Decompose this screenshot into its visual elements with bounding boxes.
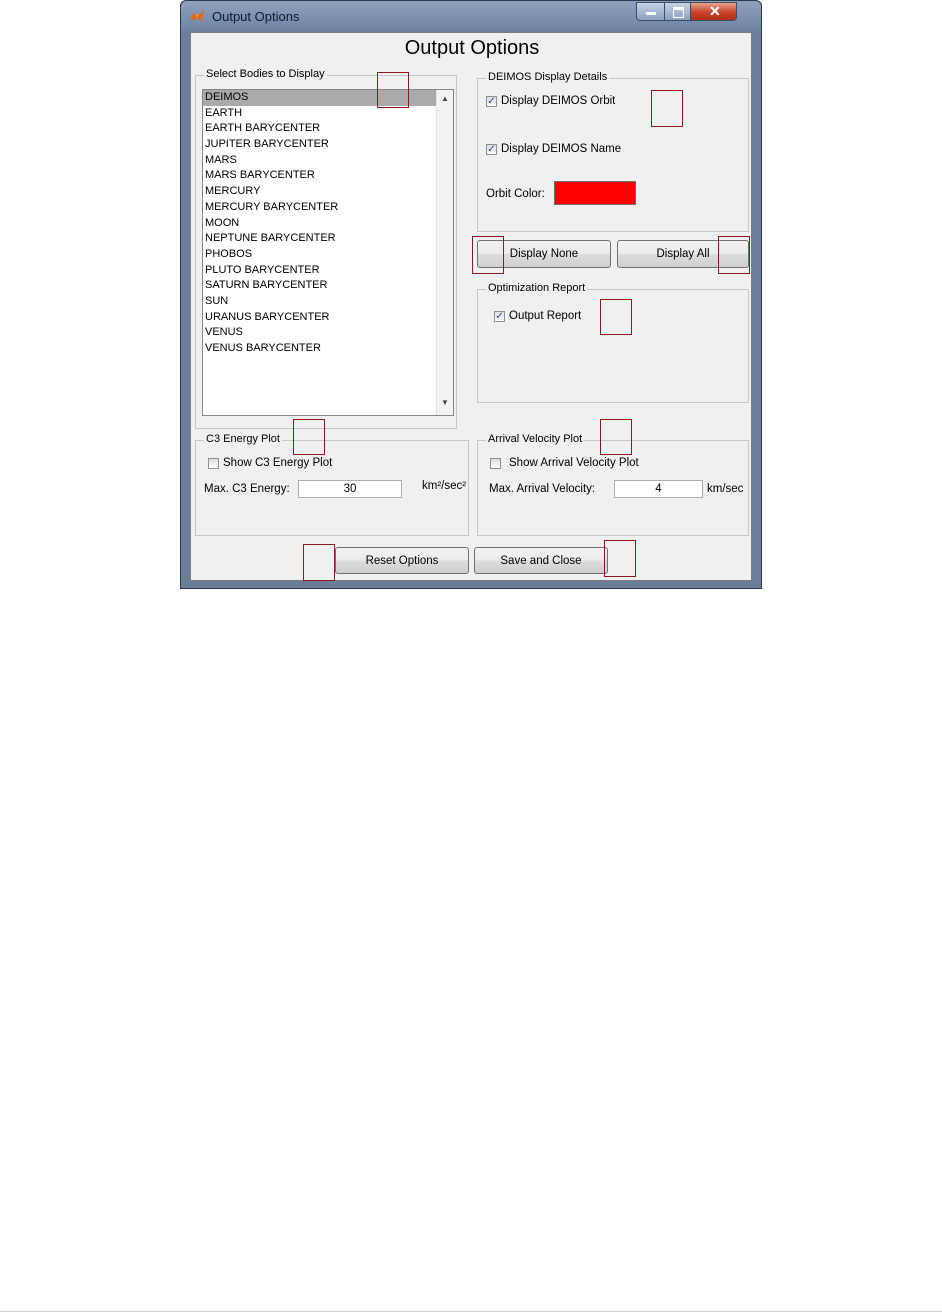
show-c3-checkbox[interactable] <box>208 458 219 469</box>
report-group-legend: Optimization Report <box>488 282 586 294</box>
scroll-up-icon[interactable]: ▲ <box>441 94 449 103</box>
checkmark-icon: ✓ <box>495 311 504 322</box>
annotation-box-c3 <box>293 419 325 455</box>
annotation-box-report <box>600 299 632 335</box>
annotation-box-display-none <box>472 236 504 274</box>
close-icon: ✕ <box>709 3 721 19</box>
display-orbit-checkbox[interactable] <box>486 96 497 107</box>
bodies-group-legend: Select Bodies to Display <box>206 68 325 80</box>
c3-unit-label: km²/sec² <box>422 480 467 492</box>
close-button[interactable] <box>690 2 737 21</box>
list-item[interactable]: PHOBOS <box>205 247 253 260</box>
minimize-button[interactable] <box>636 2 665 21</box>
display-orbit-label[interactable]: Display DEIMOS Orbit <box>501 95 616 107</box>
velocity-unit-label: km/sec <box>707 483 744 495</box>
page-title: Output Options <box>404 37 540 59</box>
annotation-box-reset <box>303 544 335 581</box>
list-item[interactable]: PLUTO BARYCENTER <box>205 263 320 276</box>
list-item[interactable]: NEPTUNE BARYCENTER <box>205 232 336 245</box>
checkmark-icon: ✓ <box>487 96 496 107</box>
max-velocity-label: Max. Arrival Velocity: <box>489 483 596 495</box>
list-item[interactable]: MARS BARYCENTER <box>205 169 315 182</box>
orbit-color-label: Orbit Color: <box>486 188 545 200</box>
show-velocity-label[interactable]: Show Arrival Velocity Plot <box>509 457 639 469</box>
list-item[interactable]: MERCURY <box>205 185 261 198</box>
title-bar[interactable] <box>181 1 761 31</box>
orbit-color-swatch[interactable] <box>554 181 636 205</box>
list-item[interactable]: MOON <box>205 216 240 229</box>
matlab-icon <box>189 8 205 24</box>
list-item[interactable]: DEIMOS <box>203 90 453 106</box>
annotation-box-orbit-details <box>651 90 683 127</box>
output-report-label[interactable]: Output Report <box>509 310 582 322</box>
list-item[interactable]: MERCURY BARYCENTER <box>205 200 339 213</box>
scroll-down-icon[interactable]: ▼ <box>441 398 449 407</box>
max-c3-input[interactable] <box>298 480 402 498</box>
display-none-button[interactable]: Display None <box>477 240 611 268</box>
save-and-close-button[interactable]: Save and Close <box>474 547 608 574</box>
list-item[interactable]: EARTH BARYCENTER <box>205 122 321 135</box>
display-all-button[interactable]: Display All <box>617 240 749 268</box>
list-item[interactable]: URANUS BARYCENTER <box>205 310 330 323</box>
checkmark-icon: ✓ <box>487 144 496 155</box>
reset-options-button[interactable]: Reset Options <box>335 547 469 574</box>
max-c3-label: Max. C3 Energy: <box>204 483 290 495</box>
show-c3-label[interactable]: Show C3 Energy Plot <box>223 457 333 469</box>
window-title: Output Options <box>212 9 300 24</box>
details-group <box>477 71 749 232</box>
display-name-checkbox[interactable] <box>486 144 497 155</box>
max-velocity-input[interactable] <box>614 480 703 498</box>
bodies-group <box>195 68 457 429</box>
c3-group-legend: C3 Energy Plot <box>206 433 280 445</box>
c3-group <box>195 433 469 536</box>
dialog-body <box>190 32 752 581</box>
velocity-group-legend: Arrival Velocity Plot <box>488 433 583 445</box>
annotation-box-velocity <box>600 419 632 455</box>
bodies-listbox[interactable] <box>202 89 454 416</box>
maximize-icon <box>673 7 684 18</box>
annotation-box-bodies-list <box>377 72 409 108</box>
annotation-box-save <box>604 540 636 577</box>
output-options-window <box>180 0 762 589</box>
list-item[interactable]: VENUS BARYCENTER <box>205 342 321 354</box>
display-name-label[interactable]: Display DEIMOS Name <box>501 143 622 155</box>
output-report-checkbox[interactable] <box>494 311 505 322</box>
list-item[interactable]: VENUS <box>205 326 243 339</box>
maximize-button[interactable] <box>664 2 691 21</box>
annotation-box-display-all <box>718 236 750 274</box>
list-item[interactable]: MARS <box>205 153 237 166</box>
list-item[interactable]: JUPITER BARYCENTER <box>205 138 329 151</box>
list-item[interactable]: SUN <box>205 294 229 307</box>
listbox-scrollbar[interactable] <box>436 90 453 415</box>
details-group-legend: DEIMOS Display Details <box>488 71 608 83</box>
minimize-icon <box>646 12 656 15</box>
list-item[interactable]: SATURN BARYCENTER <box>205 279 328 292</box>
list-item[interactable]: EARTH <box>205 106 243 119</box>
show-velocity-checkbox[interactable] <box>490 458 501 469</box>
page-divider <box>0 1311 942 1312</box>
